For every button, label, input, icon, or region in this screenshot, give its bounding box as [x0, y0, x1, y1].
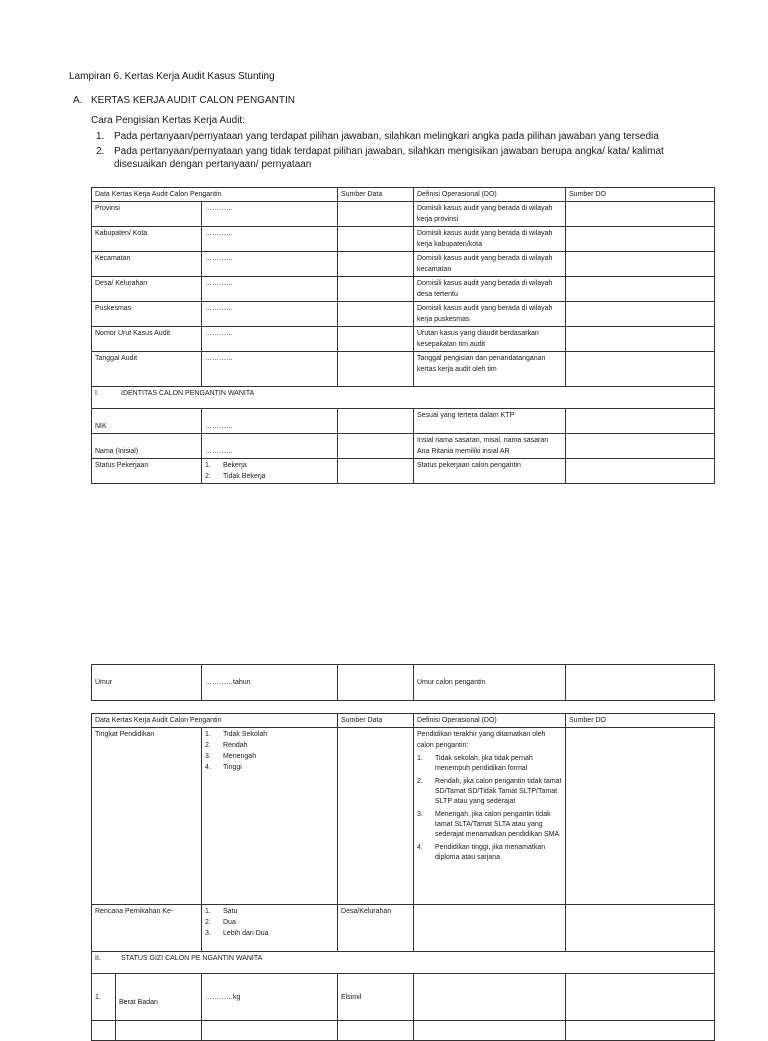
row-source-cell[interactable]	[338, 434, 414, 459]
berat-field[interactable]: …………kg	[202, 974, 338, 1021]
berat-source: Elsimil	[338, 974, 414, 1021]
appendix-title: Lampiran 6. Kertas Kerja Audit Kasus Stunting	[69, 71, 275, 82]
status-options	[202, 459, 338, 484]
option-tidak-bekerja[interactable]: 2. Tidak Bekerja	[205, 473, 266, 480]
header-sumber-data: Sumber Data	[338, 714, 414, 728]
section-a-title: KERTAS KERJA AUDIT CALON PENGANTIN	[91, 95, 295, 106]
header-sumber-do: Sumber DO	[566, 188, 715, 202]
option-rendah[interactable]: 2. Rendah	[205, 742, 248, 749]
option-bekerja[interactable]: 1. Bekerja	[205, 462, 247, 469]
row-label: Puskesmas	[92, 302, 202, 327]
instructions-list	[91, 130, 681, 173]
row-label: Kecamatan	[92, 252, 202, 277]
table-row	[92, 327, 715, 352]
nama-label: Nama (Inisial)	[92, 434, 202, 459]
header-definisi: Definisi Operasional (DO)	[414, 714, 566, 728]
row-source-do-cell[interactable]	[566, 434, 715, 459]
header-definisi: Definisi Operasional (DO)	[414, 188, 566, 202]
berat-label: Berat Badan	[116, 974, 202, 1021]
row-definition: Domisili kasus audit yang berada di wilayah kerja puskesmas	[414, 302, 566, 327]
row-source-cell[interactable]	[338, 252, 414, 277]
section-number: I.	[95, 390, 99, 397]
table-row	[92, 277, 715, 302]
section-title: STATUS GIZI CALON PE NGANTIN WANITA	[121, 955, 263, 962]
row-source-cell[interactable]	[338, 202, 414, 227]
row-source-do-cell[interactable]	[566, 665, 715, 701]
list-item: 4. Pendidikan tinggi, jika menamatkan diploma atau sarjana	[417, 844, 546, 861]
row-source-do-cell[interactable]	[566, 728, 715, 905]
audit-table-age	[91, 664, 715, 701]
table-row	[92, 409, 715, 434]
row-source-cell[interactable]	[338, 277, 414, 302]
section-row-identity	[92, 387, 715, 409]
row-definition: Domisili kasus audit yang berada di wilayah kecamatan	[414, 252, 566, 277]
option-tidak-sekolah[interactable]: 1. Tidak Sekolah	[205, 731, 268, 738]
table-row	[92, 227, 715, 252]
rencana-label: Rencana Pernikahan Ke-	[92, 905, 202, 952]
list-item: 2. Rendah, jika calon pengantin tidak tamat SD/Tamat SD/Tidak Tamat SLTP/Tamat SLTP atau yang sederajat	[417, 778, 562, 805]
instructions-title: Cara Pengisian Kertas Kerja Audit:	[91, 115, 245, 126]
pendidikan-options	[202, 728, 338, 905]
table-row	[92, 352, 715, 387]
section-a-heading	[73, 95, 295, 106]
row-value-field[interactable]: …………	[202, 252, 338, 277]
instruction-text: Pada pertanyaan/pernyataan yang tidak terdapat pilihan jawaban, silahkan mengisikan jawaban berupa angka/ kata/ kalimat disesuaikan dengan pertanyaan/ pernyataan	[114, 146, 664, 170]
row-source-cell[interactable]	[338, 728, 414, 905]
header-sumber-data: Sumber Data	[338, 188, 414, 202]
table-header-row	[92, 188, 715, 202]
row-value-field[interactable]: …………	[202, 227, 338, 252]
row-label: Tanggal Audit	[92, 352, 202, 387]
option-tinggi[interactable]: 4. Tinggi	[205, 764, 242, 771]
nik-field[interactable]: …………	[202, 409, 338, 434]
umur-definition: Umur calon pengantin	[414, 665, 566, 701]
row-value-field[interactable]: …………	[202, 327, 338, 352]
row-source-do-cell[interactable]	[566, 409, 715, 434]
row-label: Provinsi	[92, 202, 202, 227]
row-source-cell[interactable]	[338, 302, 414, 327]
section-row-nutrition	[92, 952, 715, 974]
row-value-field[interactable]: …………	[202, 302, 338, 327]
section-heading	[92, 952, 715, 974]
table-row	[92, 434, 715, 459]
row-source-do-cell[interactable]	[566, 905, 715, 952]
status-label: Status Pekerjaan	[92, 459, 202, 484]
berat-number: 1.	[92, 974, 116, 1021]
audit-table-identity	[91, 187, 715, 484]
row-label: Kabupaten/ Kota	[92, 227, 202, 252]
header-data-kertas: Data Kertas Kerja Audit Calon Pengantin	[92, 188, 338, 202]
instruction-item	[91, 145, 681, 171]
instruction-number: 1.	[96, 131, 105, 142]
row-source-do-cell[interactable]	[566, 277, 715, 302]
list-item: 3. Menengah, jika calon pengantin tidak tamat SLTA/Tamat SLTA atau yang sederajat menamatkan pendidikan SMA	[417, 811, 560, 838]
nama-definition: Insial nama sasaran, misal, nama sasaran Ana Ritania memiliki insial AR	[414, 434, 566, 459]
instruction-number: 2.	[96, 146, 105, 157]
row-label: Desa/ Kelurahan	[92, 277, 202, 302]
row-source-do-cell[interactable]	[566, 352, 715, 387]
umur-label: Umur	[92, 665, 202, 701]
pendidikan-def-list	[417, 754, 562, 863]
table-row	[92, 202, 715, 227]
row-value-field[interactable]: …………	[202, 277, 338, 302]
row-value-field[interactable]: …………	[202, 202, 338, 227]
option-dua[interactable]: 2. Dua	[205, 919, 236, 926]
rencana-options	[202, 905, 338, 952]
row-source-cell[interactable]	[338, 227, 414, 252]
row-source-do-cell[interactable]	[566, 327, 715, 352]
nik-label: NIK	[92, 409, 202, 434]
audit-table-education	[91, 713, 715, 1041]
row-definition-cell[interactable]	[414, 905, 566, 952]
row-source-do-cell[interactable]	[566, 302, 715, 327]
row-source-do-cell[interactable]	[566, 202, 715, 227]
option-lebih-dari-dua[interactable]: 3. Lebih dari Dua	[205, 930, 269, 937]
table-header-row	[92, 714, 715, 728]
row-definition: Domisili kasus audit yang berada di wilayah kerja provinsi	[414, 202, 566, 227]
nama-field[interactable]: …………	[202, 434, 338, 459]
row-source-cell[interactable]	[338, 459, 414, 484]
section-number: II.	[95, 955, 101, 962]
nik-definition: Sesuai yang tertera dalam KTP	[414, 409, 566, 434]
table-row	[92, 252, 715, 277]
header-data-kertas: Data Kertas Kerja Audit Calon Pengantin	[92, 714, 338, 728]
row-definition: Domisili kasus audit yang berada di wilayah kerja kabupaten/kota	[414, 227, 566, 252]
row-source-cell[interactable]	[338, 665, 414, 701]
row-source-do-cell[interactable]	[566, 252, 715, 277]
header-sumber-do: Sumber DO	[566, 714, 715, 728]
status-definition: Status pekerjaan calon pengantin	[414, 459, 566, 484]
row-value-field[interactable]: …………	[202, 352, 338, 387]
table-row	[92, 302, 715, 327]
row-source-do-cell[interactable]	[566, 459, 715, 484]
row-definition: Urutan kasus yang diaudit berdasarkan kesepakatan tim audit	[414, 327, 566, 352]
instruction-item	[91, 130, 681, 143]
row-label: Nomor Urut Kasus Audit	[92, 327, 202, 352]
row-source-cell[interactable]	[338, 409, 414, 434]
row-definition: Domisili kasus audit yang berada di wilayah desa tertentu	[414, 277, 566, 302]
table-row	[92, 459, 715, 484]
row-source-cell[interactable]	[338, 352, 414, 387]
instruction-text: Pada pertanyaan/pernyataan yang terdapat pilihan jawaban, silahkan melingkari angka pada pilihan jawaban yang tersedia	[114, 131, 659, 142]
row-source-do-cell[interactable]	[566, 974, 715, 1021]
table-row	[92, 905, 715, 952]
row-source-do-cell[interactable]	[566, 227, 715, 252]
pendidikan-definition	[414, 728, 566, 905]
table-row	[92, 665, 715, 701]
section-heading	[92, 387, 715, 409]
table-row	[92, 974, 715, 1021]
row-definition: Tanggal pengisian dan penandatanganan kertas kerja audit oleh tim	[414, 352, 566, 387]
row-source-cell[interactable]	[338, 327, 414, 352]
umur-field[interactable]: …………tahun	[202, 665, 338, 701]
row-definition-cell[interactable]	[414, 974, 566, 1021]
pendidikan-label: Tingkat Pendidikan	[92, 728, 202, 905]
table-row	[92, 728, 715, 905]
pendidikan-def-intro: Pendidikan terakhir yang ditamatkan oleh calon pengantin:	[417, 731, 546, 749]
rencana-source: Desa/Kelurahan	[338, 905, 414, 952]
section-a-letter: A.	[73, 95, 83, 106]
section-title: IDENTITAS CALON PENGANTIN WANITA	[121, 390, 255, 397]
option-satu[interactable]: 1. Satu	[205, 908, 238, 915]
option-menengah[interactable]: 3. Menengah	[205, 753, 257, 760]
list-item: 1. Tidak sekolah, jika tidak pernah menempuh pendidikan formal	[417, 755, 533, 772]
